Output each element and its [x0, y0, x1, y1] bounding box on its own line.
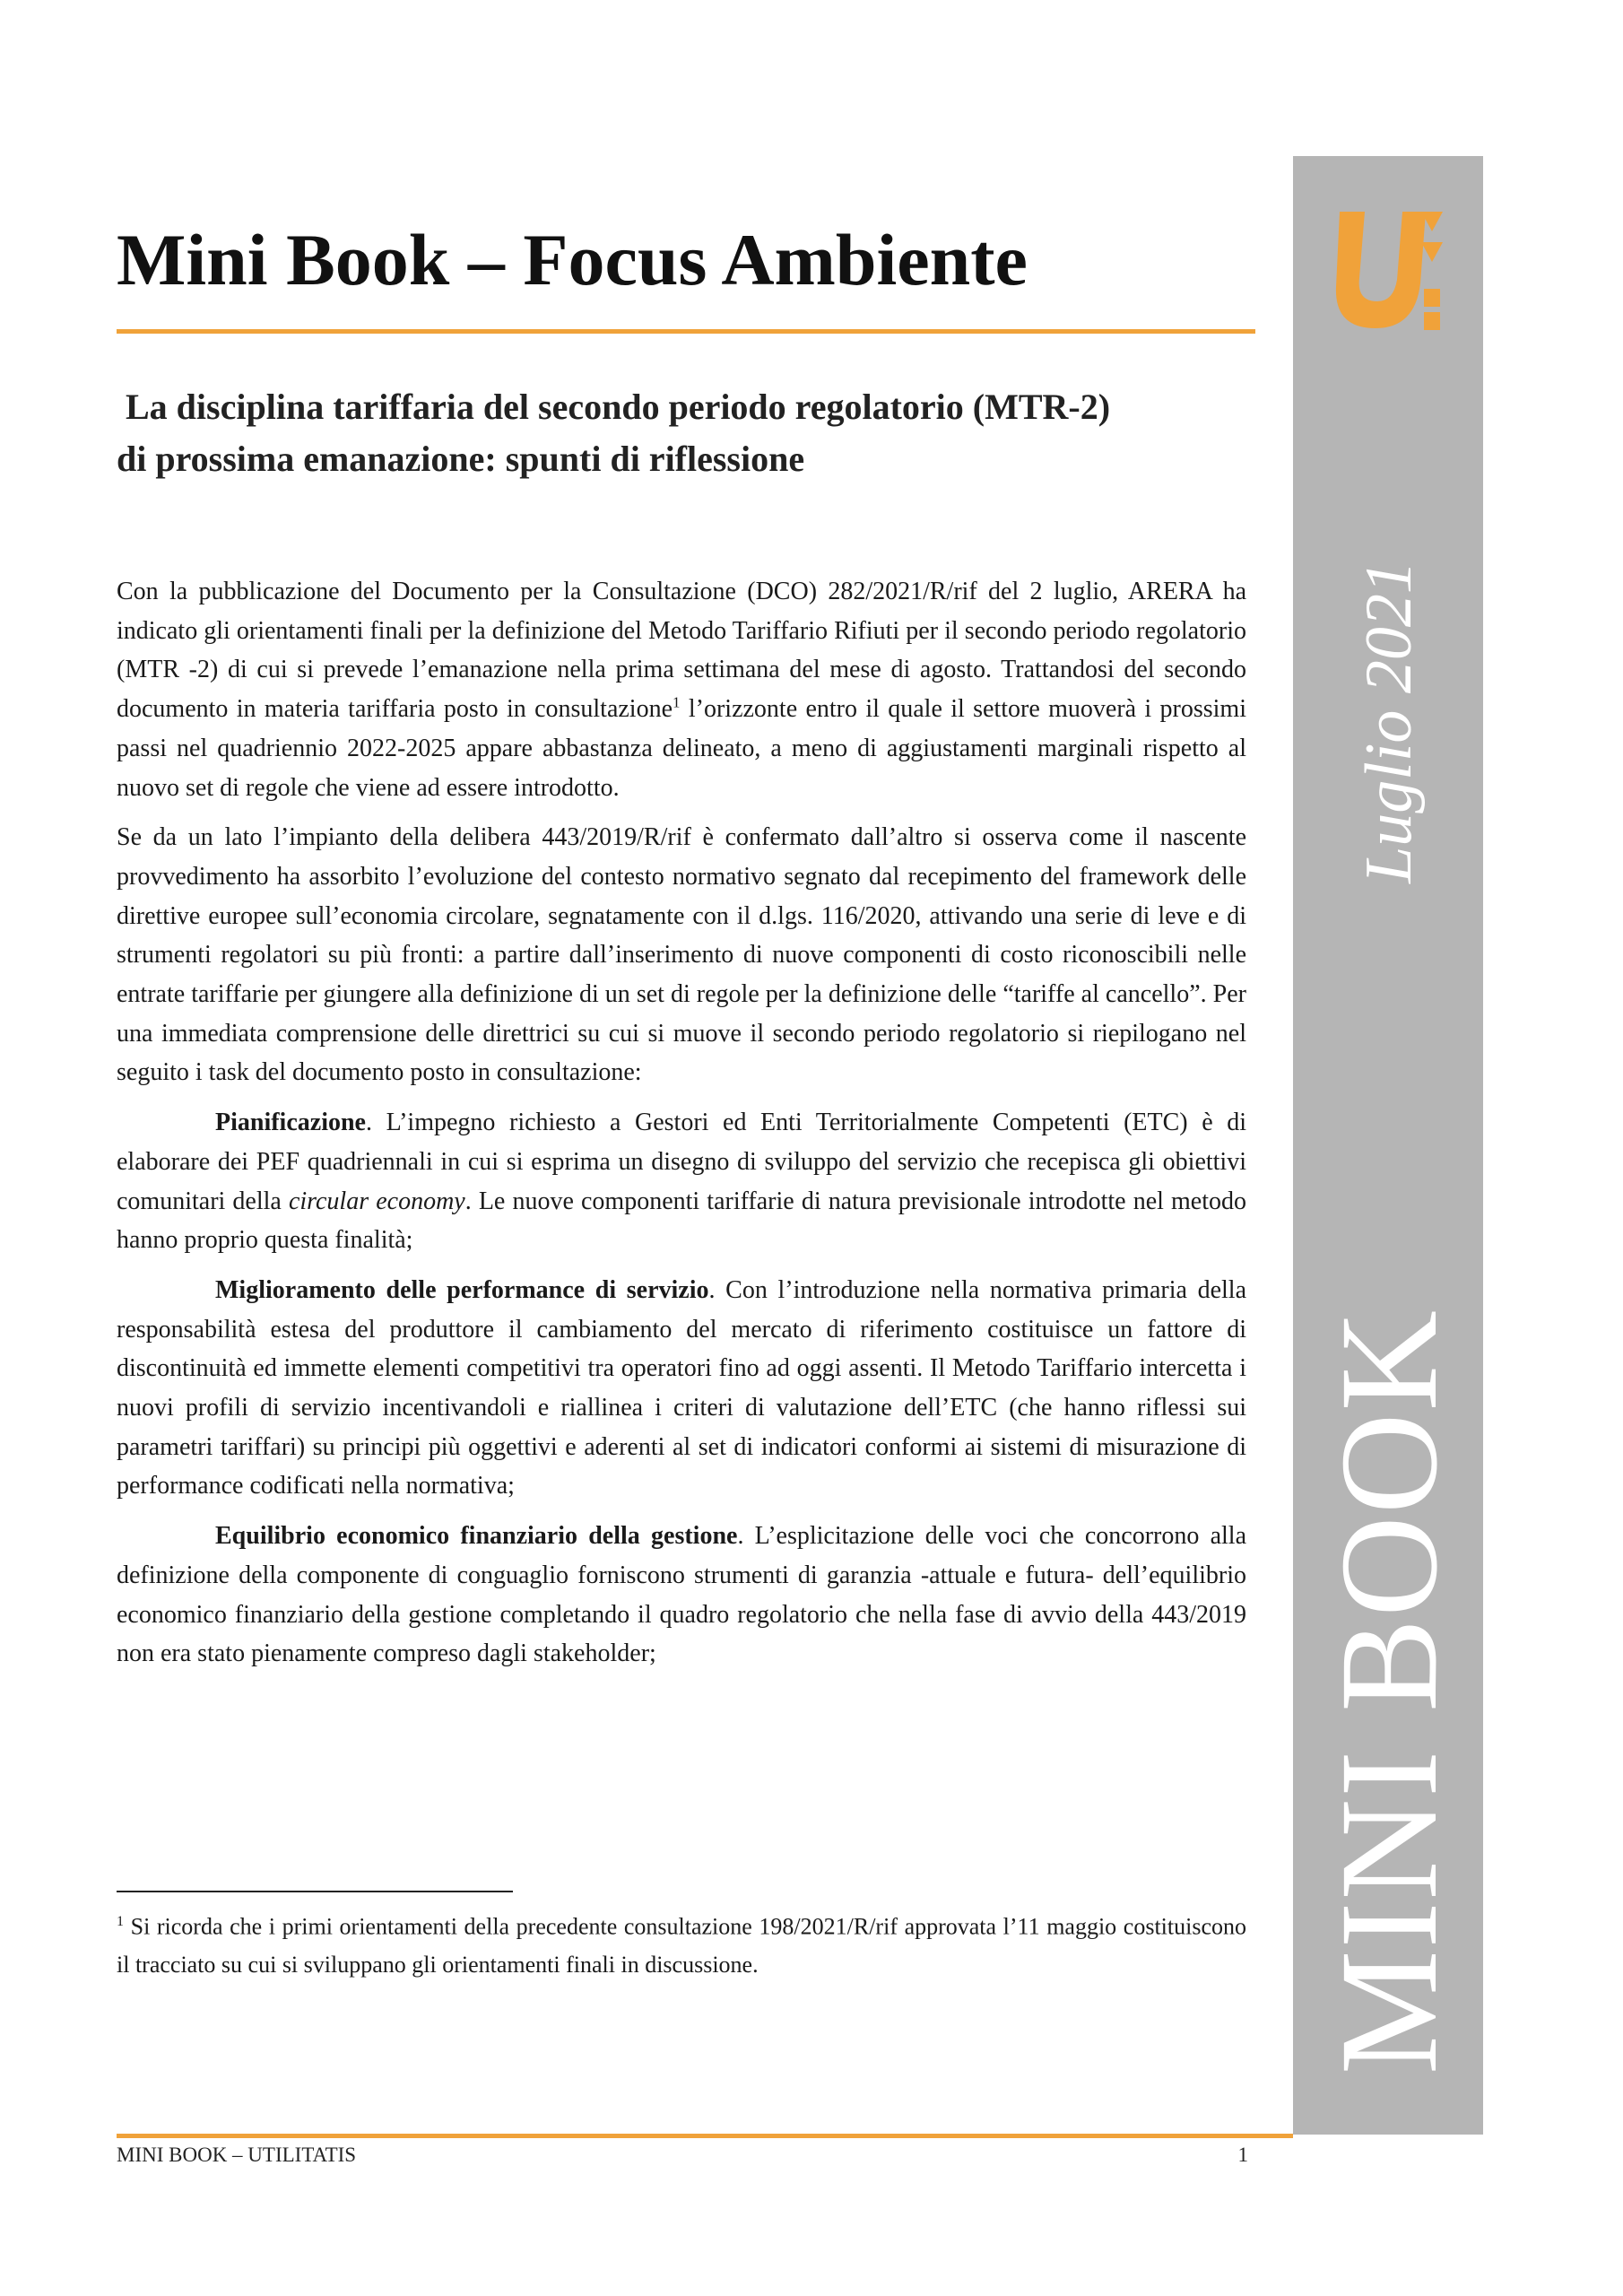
context-paragraph: Se da un lato l’impianto della delibera 443/2019/R/rif è confermato dall’altro si osserva come il nascente provvedimento ha assorbito l’evoluzione del contesto normativo segnato dal recepimento del framework delle direttive europee sull’economia circolare, segnatamente con il d.lgs. 116/2020, attivando una serie di leve e di strumenti regolatori su più fronti: a partire dall’inserimento di nuove componenti di costo riconoscibili nelle entrate tariffarie per giungere alla definizione di un set di regole per la definizione delle “tariffe al cancello”. Per una immediata comprensione delle direttrici su cui si muove il secondo periodo regolatorio si riepilogano nel seguito i task del documento posto in consultazione:: [117, 823, 1246, 1087]
intro-text-b: l’orizzonte entro il quale il settore muoverà i prossimi passi nel quadriennio 2022-2025 appare abbastanza delineato, a meno di aggiustamenti marginali rispetto al nuovo set di regole che viene ad essere introdotto.: [117, 695, 1246, 802]
title-divider: [117, 329, 1255, 334]
issue-date: Luglio 2021: [1352, 561, 1426, 883]
subtitle-line-2: di prossima emanazione: spunti di riflessione: [117, 439, 805, 479]
footnote-number: 1: [117, 1914, 124, 1929]
page-subtitle: [117, 381, 1255, 485]
task-title: Miglioramento delle performance di servizio: [215, 1275, 709, 1304]
task-text: . L’impegno richiesto a Gestori ed Enti Territorialmente Competenti (ETC) è di elaborare dei PEF quadriennali in cui si esprima un disegno di sviluppo del servizio che recepisca gli obiettivi comunitari della: [117, 1109, 1246, 1215]
task-text: . L’esplicitazione delle voci che concorrono alla definizione della componente di conguaglio forniscono strumenti di garanzia -attuale e futura- dell’equilibrio economico finanziario della gestione completando il quadro regolatorio che nella fase di avvio della 443/2019 non era stato pienamente compreso dagli stakeholder;: [117, 1522, 1246, 1668]
subtitle-line-1: La disciplina tariffaria del secondo periodo regolatorio (MTR-2): [126, 387, 1111, 427]
footnote-divider: [117, 1891, 513, 1892]
task-equilibrio: [117, 1517, 1246, 1674]
utilitatis-logo-icon: [1329, 203, 1445, 337]
page-title: Mini Book – Focus Ambiente: [117, 219, 1028, 300]
task-title: Equilibrio economico finanziario della gestione: [215, 1522, 738, 1551]
task-italic-term: circular economy: [288, 1187, 465, 1215]
task-miglioramento: [117, 1271, 1246, 1506]
footer-publication: MINI BOOK – UTILITATIS: [117, 2144, 357, 2166]
footnote-text: Si ricorda che i primi orientamenti della precedente consultazione 198/2021/R/rif approvata l’11 maggio costituiscono il tracciato su cui si sviluppano gli orientamenti finali in discussione.: [117, 1913, 1246, 1978]
task-pianificazione: [117, 1103, 1246, 1260]
task-text: . Le nuove componenti tariffarie di natura previsionale introdotte nel metodo hanno proprio questa finalità;: [117, 1187, 1246, 1255]
footnote-reference[interactable]: 1: [673, 693, 681, 711]
task-title: Pianificazione: [215, 1109, 366, 1137]
footnote: [117, 1903, 1246, 1984]
article-body: [117, 572, 1246, 1684]
intro-paragraph: [117, 572, 1246, 807]
sidebar-label: MINI BOOK: [1311, 1308, 1466, 2075]
intro-text-a: Con la pubblicazione del Documento per la Consultazione (DCO) 282/2021/R/rif del 2 luglio, ARERA ha indicato gli orientamenti finali per la definizione del Metodo Tariffario Rifiuti per il secondo periodo regolatorio (MTR -2) di cui si prevede l’emanazione nella prima settimana del mese di agosto. Trattandosi del secondo documento in materia tariffaria posto in consultazione: [117, 578, 1246, 724]
footer-divider: [117, 2134, 1293, 2138]
task-text: . Con l’introduzione nella normativa primaria della responsabilità estesa del produttore il cambiamento del mercato di riferimento costituisce un fattore di discontinuità ed immette elementi competitivi tra operatori fino ad oggi assenti. Il Metodo Tariffario intercetta i nuovi profili di servizio incentivandoli e riallinea i criteri di valutazione dell’ETC (che hanno riflessi sui parametri tariffari) su principi più oggettivi e aderenti al set di indicatori conformi ai sistemi di misurazione di performance codificati nella normativa;: [117, 1275, 1246, 1500]
page-number: 1: [1237, 2144, 1248, 2166]
